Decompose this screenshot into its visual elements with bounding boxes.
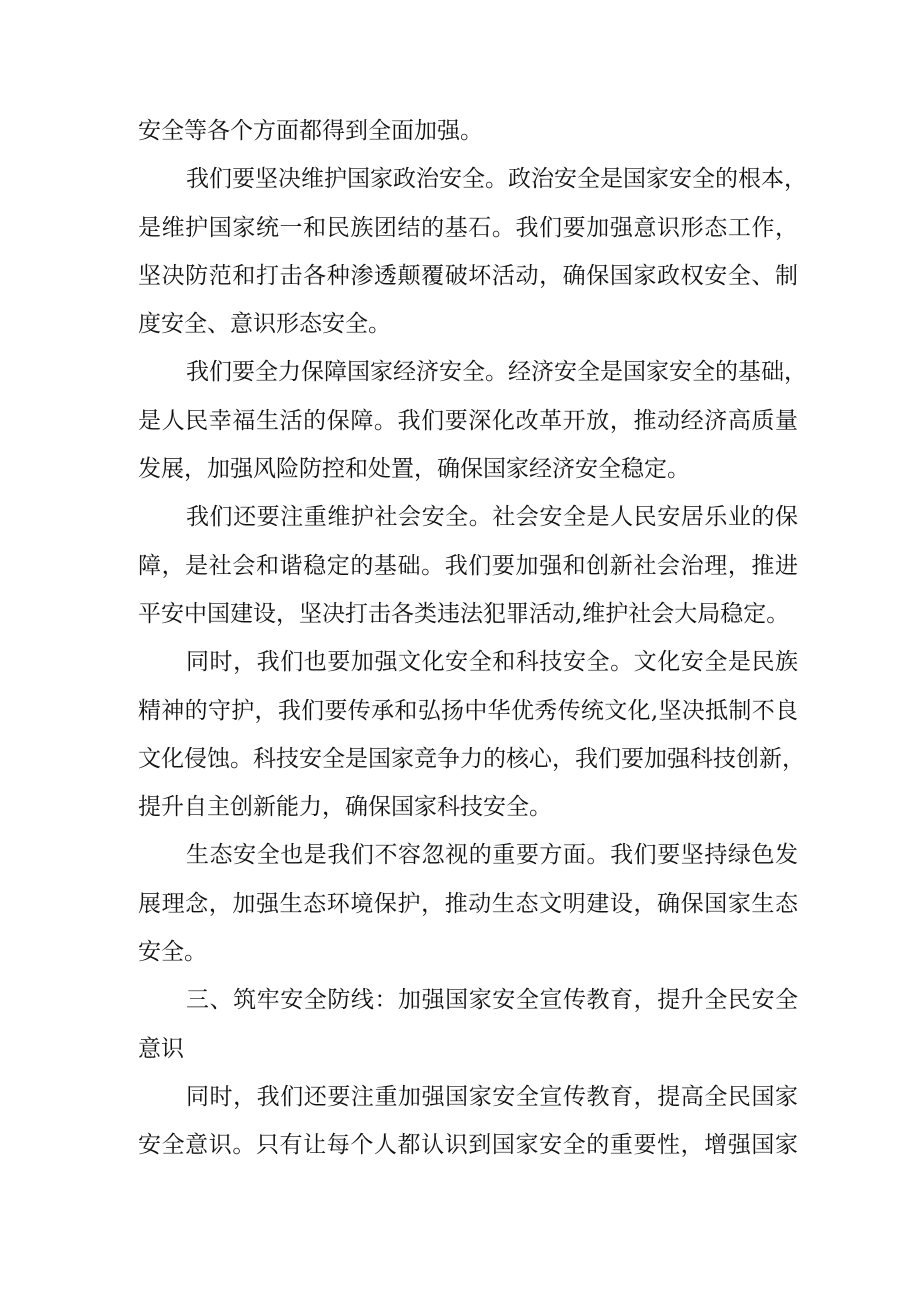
text-line: 安全意识。只有让每个人都认识到国家安全的重要性，增强国家: [138, 1132, 798, 1159]
section-heading-line: 三、筑牢安全防线：加强国家安全宣传教育，提升全民安全: [186, 987, 798, 1014]
text-line: 平安中国建设，坚决打击各类违法犯罪活动,维护社会大局稳定。: [138, 600, 790, 627]
paragraph-start-line: 我们还要注重维护社会安全。社会安全是人民安居乐业的保: [186, 504, 798, 531]
text-line: 坚决防范和打击各种渗透颠覆破坏活动，确保国家政权安全、制: [138, 262, 798, 289]
text-line: 障，是社会和谐稳定的基础。我们要加强和创新社会治理，推进: [138, 552, 798, 579]
text-line: 安全等各个方面都得到全面加强。: [138, 118, 483, 144]
text-line: 安全。: [138, 939, 207, 966]
text-line: 是维护国家统一和民族团结的基石。我们要加强意识形态工作，: [138, 214, 798, 241]
text-line: 展理念，加强生态环境保护，推动生态文明建设，确保国家生态: [138, 890, 798, 917]
section-heading-line: 意识: [138, 1035, 184, 1062]
text-line: 度安全、意识形态安全。: [138, 311, 391, 338]
paragraph-start-line: 同时，我们也要加强文化安全和科技安全。文化安全是民族: [186, 649, 798, 676]
paragraph-start-line: 生态安全也是我们不容忽视的重要方面。我们要坚持绿色发: [186, 842, 798, 869]
paragraph-start-line: 同时，我们还要注重加强国家安全宣传教育，提高全民国家: [186, 1083, 798, 1110]
text-line: 发展，加强风险防控和处置，确保国家经济安全稳定。: [138, 456, 690, 483]
document-body: [138, 107, 807, 1170]
paragraph-start-line: 我们要坚决维护国家政治安全。政治安全是国家安全的根本，: [186, 166, 807, 193]
text-line: 文化侵蚀。科技安全是国家竞争力的核心，我们要加强科技创新，: [138, 745, 805, 772]
text-line: 提升自主创新能力，确保国家科技安全。: [138, 794, 552, 821]
text-line: 是人民幸福生活的保障。我们要深化改革开放，推动经济高质量: [138, 407, 798, 434]
paragraph-start-line: 我们要全力保障国家经济安全。经济安全是国家安全的基础，: [186, 359, 807, 386]
text-line: 精神的守护，我们要传承和弘扬中华优秀传统文化,坚决抵制不良: [138, 697, 798, 724]
